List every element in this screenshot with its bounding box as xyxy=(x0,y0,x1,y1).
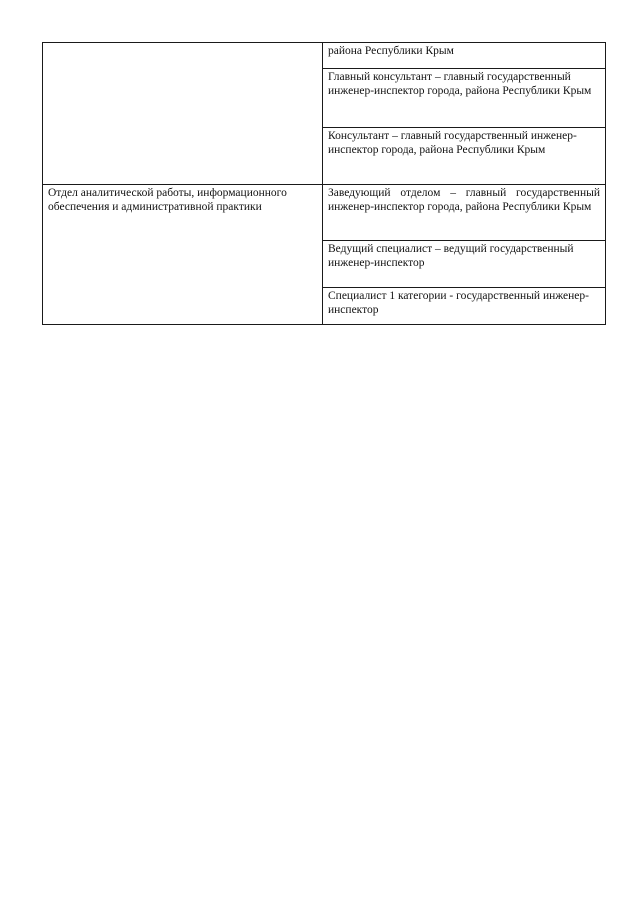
position-cell: Консультант – главный государственный инженер-инспектор города, района Республики Крым xyxy=(323,128,606,185)
staff-positions-table xyxy=(42,42,606,325)
position-cell: Главный консультант – главный государственный инженер-инспектор города, района Республики Крым xyxy=(323,69,606,128)
position-cell: района Республики Крым xyxy=(323,43,606,69)
table-row xyxy=(43,43,606,69)
department-cell xyxy=(43,43,323,185)
position-cell: Заведующий отделом – главный государственный инженер-инспектор города, района Республики Крым xyxy=(323,185,606,241)
department-cell: Отдел аналитической работы, информационного обеспечения и административной практики xyxy=(43,185,323,325)
position-cell: Специалист 1 категории - государственный инженер-инспектор xyxy=(323,288,606,325)
table-row xyxy=(43,185,606,241)
position-cell: Ведущий специалист – ведущий государственный инженер-инспектор xyxy=(323,241,606,288)
